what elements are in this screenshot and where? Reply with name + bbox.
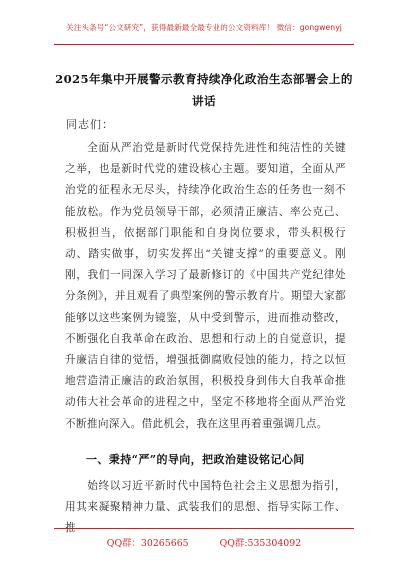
document-title: 2025年集中开展警示教育持续净化政治生态部署会上的讲话: [55, 72, 353, 108]
page-header: [0, 0, 408, 50]
footer-qq-groups: QQ群：30265665 QQ群:535304092: [106, 538, 302, 549]
body-paragraph-1: 全面从严治党是新时代党保持先进性和纯洁性的关键之举，也是新时代党的建设核心主题。要知道，全面从严治党的征程永无尽头，持续净化政治生态的任务也一刻不能放松。作为党员领导干部，必须清正廉洁、率公克己、积极担当，依据部门职能和自身岗位要求，带头积极行动、踏实做事，切实发挥出“关键支撑”的重要意义。刚刚，我们一同深入学习了最新修订的《中国共产党纪律处分条例》，并且观看了典型案例的警示教育片。期望大家都能够以这些案例为镜鉴，从中受到警示，进而推动整改，不断强化自我革命在政治、思想和行动上的自觉意识，提升廉洁自律的觉悟，增强抵御腐败侵蚀的能力，持之以恒地营造清正廉洁的政治氛围，积极投身到伟大自我革命推动伟大社会革命的进程之中，坚定不移地将全面从严治党不断推向深入。借此机会，我在这里再着重强调几点。: [65, 142, 346, 430]
page-footer: [0, 528, 408, 580]
salutation: 同志们：: [66, 118, 114, 131]
header-promo-text: 关注头条号“公文研究”，获得最新最全最专业的公文资料库！ 微信：gongwenyj: [66, 23, 342, 32]
footer-divider: [54, 528, 354, 529]
section-heading-1: 一、秉持“严”的导向，把政治建设铭记心间: [86, 453, 305, 466]
body-paragraph-2: 始终以习近平新时代中国特色社会主义思想为指引，用其来凝聚精神力量、武装我们的思想、指导实际工作、推: [65, 480, 346, 535]
header-divider: [54, 44, 354, 45]
